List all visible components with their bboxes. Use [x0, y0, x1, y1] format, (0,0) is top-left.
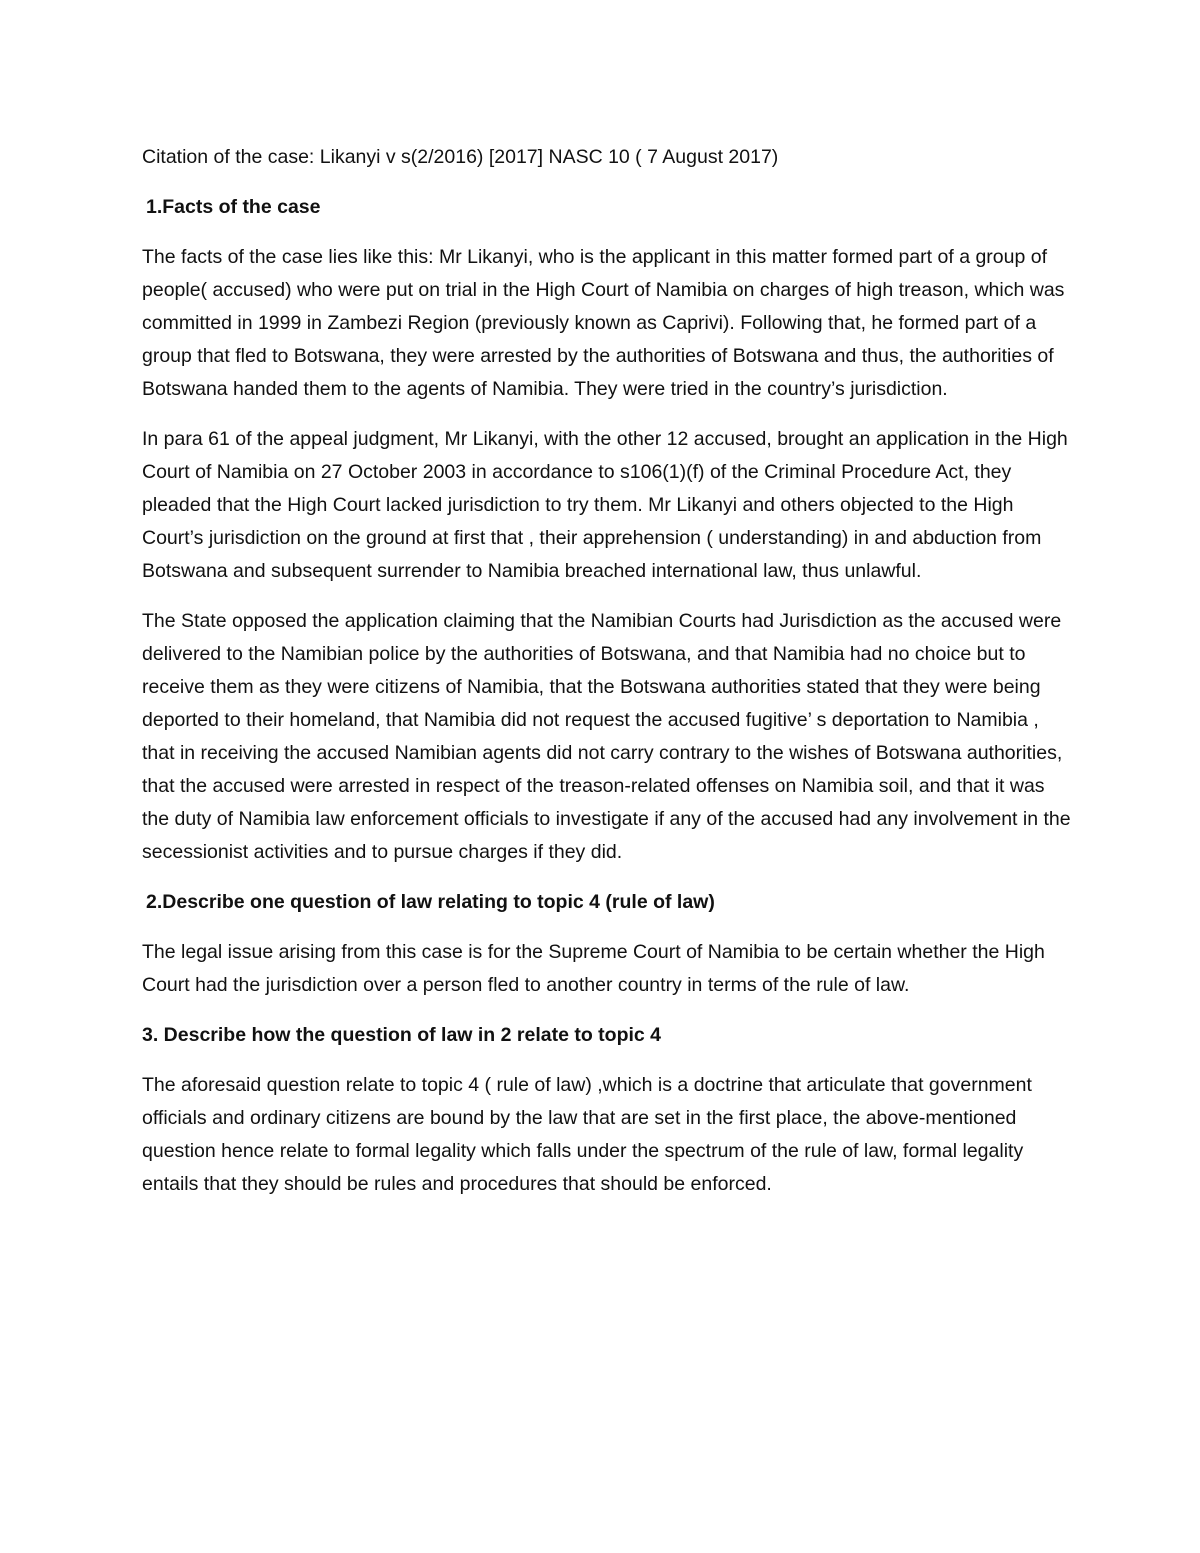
facts-paragraph-3: The State opposed the application claiming that the Namibian Courts had Jurisdiction as the accused were delivered to the Namibian police by the authorities of Botswana, and that Namibia had no choice but to receive them as they were citizens of Namibia, that the Botswana authorities stated that they were being deported to their homeland, that Namibia did not request the accused fugitive’ s deportation to Namibia , that in receiving the accused Namibian agents did not carry contrary to the wishes of Botswana authorities, that the accused were arrested in respect of the treason-related offenses on Namibia soil, and that it was the duty of Namibia law enforcement officials to investigate if any of the accused had any involvement in the secessionist activities and to pursue charges if they did.	[142, 610, 1071, 863]
document-body	[142, 141, 1072, 1218]
question-of-law-paragraph: The legal issue arising from this case is for the Supreme Court of Namibia to be certain whether the High Court had the jurisdiction over a person fled to another country in terms of the rule of law.	[142, 941, 1045, 996]
section-heading-relation-to-topic: 3. Describe how the question of law in 2 relate to topic 4	[142, 1024, 662, 1046]
section-heading-facts: 1.Facts of the case	[146, 196, 321, 218]
section-heading-question-of-law: 2.Describe one question of law relating to topic 4 (rule of law)	[146, 891, 715, 913]
relation-paragraph: The aforesaid question relate to topic 4 ( rule of law) ,which is a doctrine that articulate that government officials and ordinary citizens are bound by the law that are set in the first place, the above-mentioned question hence relate to formal legality which falls under the spectrum of the rule of law, formal legality entails that they should be rules and procedures that should be enforced.	[142, 1074, 1032, 1195]
facts-paragraph-2: In para 61 of the appeal judgment, Mr Likanyi, with the other 12 accused, brought an application in the High Court of Namibia on 27 October 2003 in accordance to s106(1)(f) of the Criminal Procedure Act, they pleaded that the High Court lacked jurisdiction to try them. Mr Likanyi and others objected to the High Court’s jurisdiction on the ground at first that , their apprehension ( understanding) in and abduction from Botswana and subsequent surrender to Namibia breached international law, thus unlawful.	[142, 428, 1068, 582]
facts-paragraph-1: The facts of the case lies like this: Mr Likanyi, who is the applicant in this matter formed part of a group of people( accused) who were put on trial in the High Court of Namibia on charges of high treason, which was committed in 1999 in Zambezi Region (previously known as Caprivi). Following that, he formed part of a group that fled to Botswana, they were arrested by the authorities of Botswana and thus, the authorities of Botswana handed them to the agents of Namibia. They were tried in the country’s jurisdiction.	[142, 246, 1065, 400]
case-citation: Citation of the case: Likanyi v s(2/2016) [2017] NASC 10 ( 7 August 2017)	[142, 146, 779, 168]
